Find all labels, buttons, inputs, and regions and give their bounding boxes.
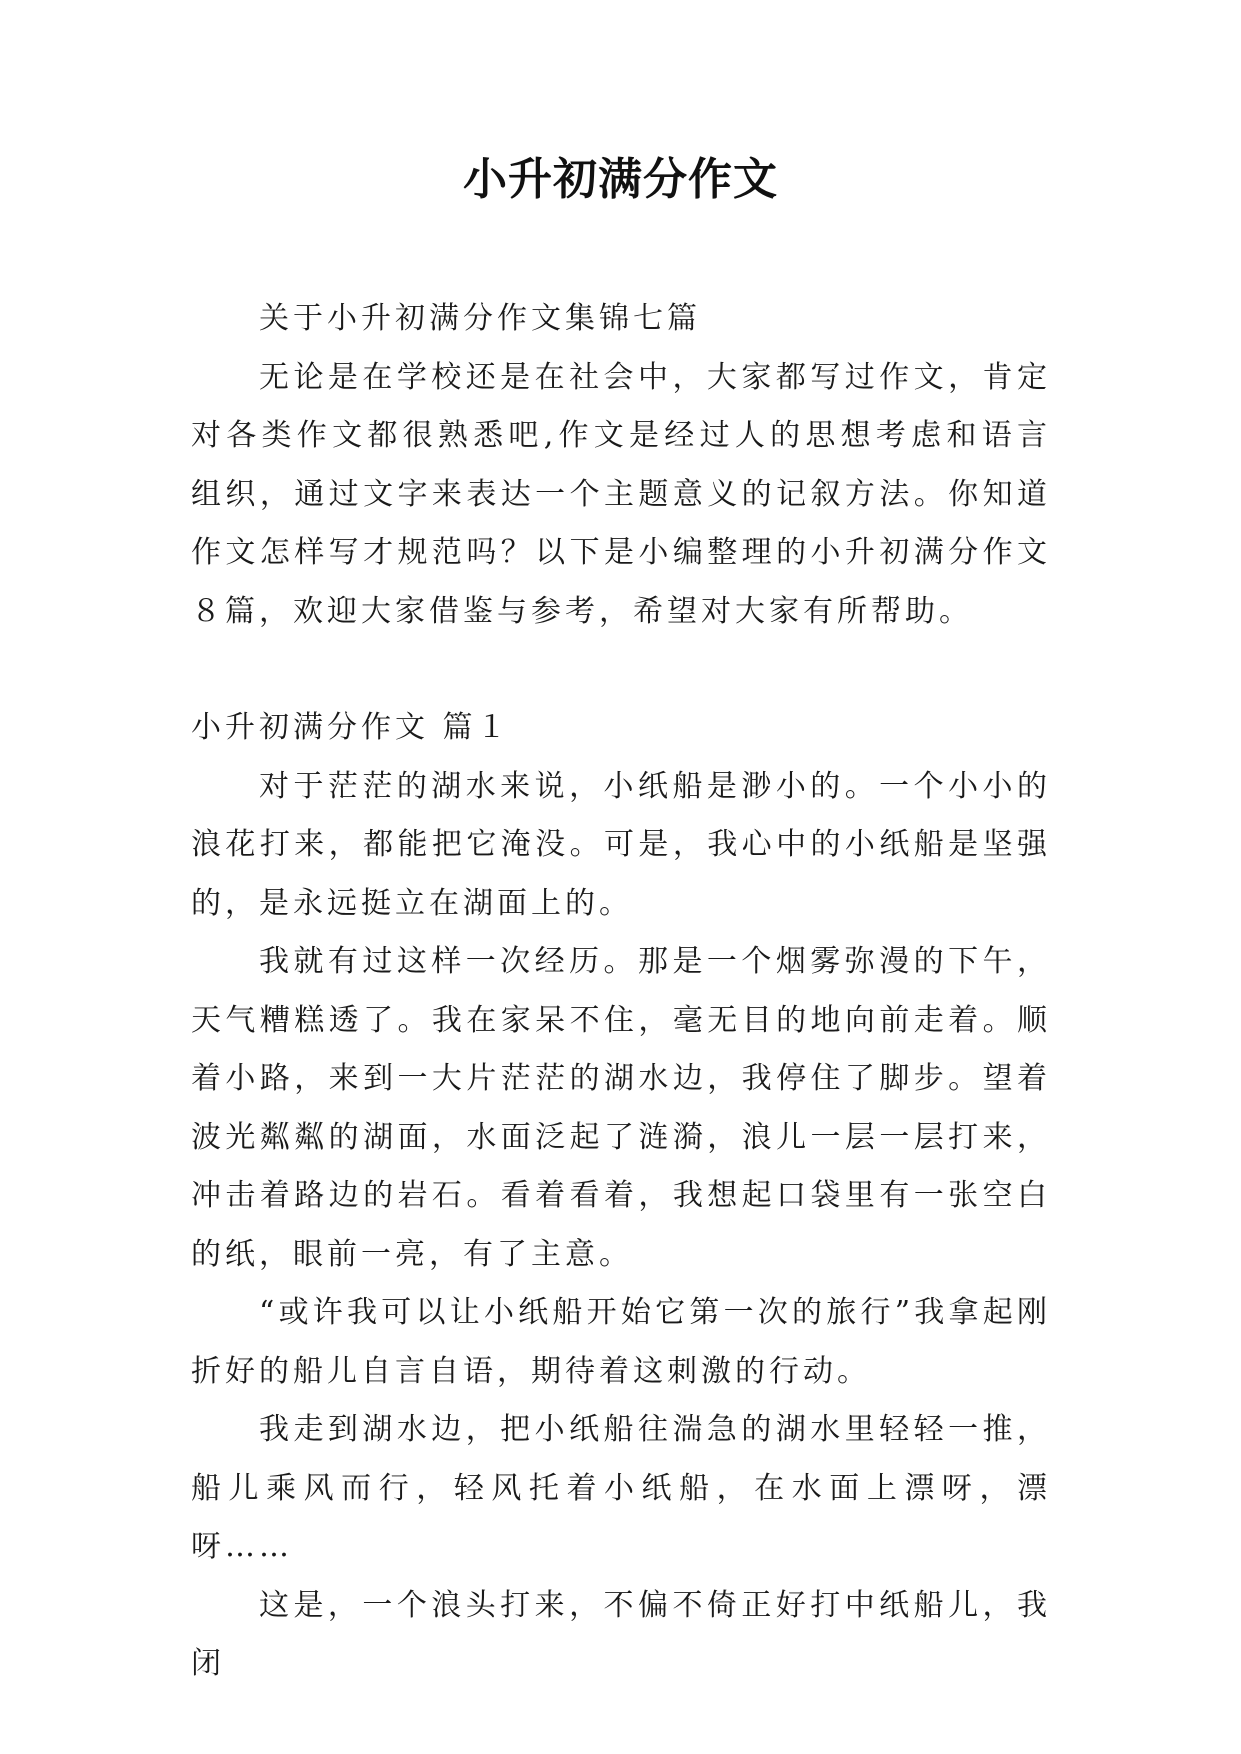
document-body (191, 290, 1051, 1694)
body-paragraph-3: “或许我可以让小纸船开始它第一次的旅行”我拿起刚折好的船儿自言自语，期待着这刺激的行动。 (191, 1295, 1051, 1389)
section-heading: 小升初满分作文 篇１ (191, 710, 511, 745)
body-paragraph-4: 我走到湖水边，把小纸船往湍急的湖水里轻轻一推，船儿乘风而行，轻风托着小纸船，在水面上漂呀，漂呀…… (191, 1412, 1051, 1564)
body-paragraph-1: 对于茫茫的湖水来说，小纸船是渺小的。一个小小的浪花打来，都能把它淹没。可是，我心中的小纸船是坚强的，是永远挺立在湖面上的。 (191, 768, 1051, 921)
document-subtitle: 关于小升初满分作文集锦七篇 (259, 301, 701, 336)
intro-paragraph: 无论是在学校还是在社会中，大家都写过作文，肯定对各类作文都很熟悉吧,作文是经过人的思想考虑和语言组织，通过文字来表达一个主题意义的记叙方法。你知道作文怎样写才规范吗？以下是小编整理的小升初满分作文８篇，欢迎大家借鉴与参考，希望对大家有所帮助。 (191, 359, 1051, 629)
section-spacer (191, 641, 1051, 699)
document-title: 小升初满分作文 (463, 154, 778, 205)
body-paragraph-5: 这是，一个浪头打来，不偏不倚正好打中纸船儿，我闭 (191, 1587, 1051, 1681)
body-paragraph-2: 我就有过这样一次经历。那是一个烟雾弥漫的下午，天气糟糕透了。我在家呆不住，毫无目的地向前走着。顺着小路，来到一大片茫茫的湖水边，我停住了脚步。望着波光粼粼的湖面，水面泛起了涟漪，浪儿一层一层打来，冲击着路边的岩石。看着看着，我想起口袋里有一张空白的纸，眼前一亮，有了主意。 (191, 944, 1051, 1272)
